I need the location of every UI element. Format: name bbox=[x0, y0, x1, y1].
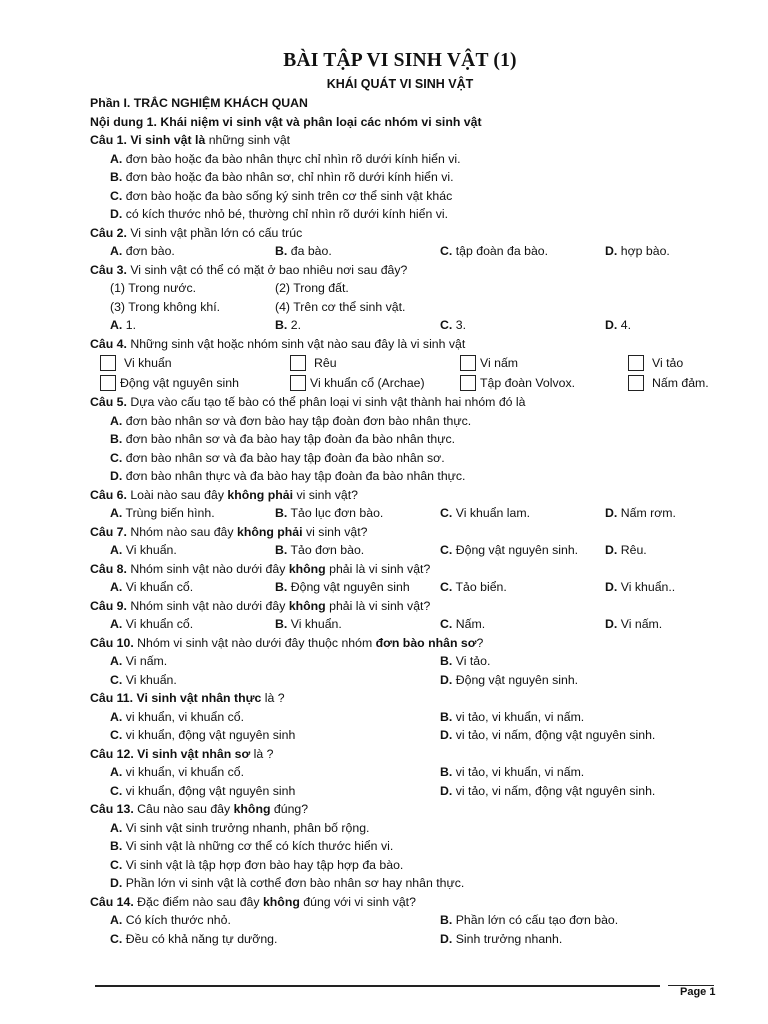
option-letter: A. bbox=[110, 413, 123, 428]
option bbox=[275, 242, 440, 261]
option bbox=[440, 763, 740, 782]
checkbox[interactable] bbox=[628, 375, 644, 391]
question-label: Câu 6. bbox=[90, 487, 127, 502]
option bbox=[90, 856, 730, 875]
option bbox=[110, 316, 275, 335]
question-text: là ? bbox=[264, 691, 285, 705]
page-title: BÀI TẬP VI SINH VẬT (1) bbox=[283, 50, 517, 71]
option-letter: D. bbox=[605, 617, 618, 631]
option-letter: D. bbox=[440, 783, 453, 798]
question-bold: Vi sinh vật là bbox=[130, 133, 206, 147]
checkbox-label: Tập đoàn Volvox. bbox=[480, 376, 576, 390]
option-letter: C. bbox=[440, 580, 453, 594]
question-5 bbox=[90, 393, 730, 412]
options-row bbox=[90, 615, 730, 634]
checkbox[interactable] bbox=[100, 375, 116, 391]
option-text: vi tảo, vi khuẩn, vi nấm. bbox=[455, 765, 585, 779]
option-text: 2. bbox=[290, 318, 301, 332]
option bbox=[440, 541, 605, 560]
checkbox[interactable] bbox=[460, 355, 476, 371]
option-letter: C. bbox=[440, 506, 453, 520]
option bbox=[440, 504, 605, 523]
checkbox-label: Vi nấm bbox=[480, 356, 519, 370]
list-item: (2) Trong đất. bbox=[275, 281, 349, 295]
option-letter: C. bbox=[440, 617, 453, 631]
options-row bbox=[90, 708, 730, 727]
option bbox=[440, 578, 605, 597]
option-letter: C. bbox=[110, 450, 123, 465]
option bbox=[110, 763, 440, 782]
option-text: Tảo đơn bào. bbox=[290, 543, 365, 557]
option bbox=[605, 578, 725, 597]
footer-divider bbox=[95, 985, 660, 987]
checkbox-label: Rêu bbox=[314, 356, 337, 370]
option-text: Vi khuẩn. bbox=[125, 672, 177, 687]
option-text: vi tảo, vi nấm, động vật nguyên sinh. bbox=[455, 728, 656, 742]
option-text: Động vật nguyên sinh. bbox=[455, 672, 579, 687]
question-text: phải là vi sinh vật? bbox=[329, 598, 431, 613]
page-subtitle: KHÁI QUÁT VI SINH VẬT bbox=[326, 77, 474, 91]
question-text: Loài nào sau đây bbox=[130, 487, 224, 502]
option bbox=[275, 316, 440, 335]
option-text: đơn bào nhân thực và đa bào hay tập đoàn đa bào nhân thực. bbox=[125, 469, 466, 483]
option bbox=[440, 930, 740, 949]
question-emphasis: không bbox=[262, 894, 300, 909]
option bbox=[110, 930, 440, 949]
question-emphasis: không phải bbox=[236, 524, 303, 539]
checkbox[interactable] bbox=[290, 375, 306, 391]
question-7 bbox=[90, 523, 730, 542]
items-row bbox=[90, 298, 730, 317]
checkbox-item[interactable] bbox=[628, 373, 709, 393]
option bbox=[275, 504, 440, 523]
checkbox[interactable] bbox=[100, 355, 116, 371]
option-letter: A. bbox=[110, 654, 123, 668]
option-text: Vi nấm. bbox=[620, 617, 663, 631]
option-text: có kích thước nhỏ bé, thường chỉ nhìn rõ dưới kính hiển vi. bbox=[125, 207, 449, 221]
option bbox=[440, 726, 740, 745]
options-row bbox=[90, 541, 730, 560]
question-text: vi sinh vật? bbox=[296, 487, 358, 502]
options-row bbox=[90, 652, 730, 671]
option-text: đơn bào hoặc đa bào nhân thực chỉ nhìn rõ dưới kính hiển vi. bbox=[125, 151, 461, 166]
option bbox=[90, 430, 730, 449]
question-label: Câu 14. bbox=[90, 894, 134, 909]
options-row bbox=[90, 930, 730, 949]
question-text: Những sinh vật hoặc nhóm sinh vật nào sau đây là vi sinh vật bbox=[130, 336, 466, 351]
option-text: đơn bào nhân sơ và đa bào hay tập đoàn đa bào nhân sơ. bbox=[125, 450, 445, 465]
question-9 bbox=[90, 597, 730, 616]
question-text: vi sinh vật? bbox=[306, 524, 368, 539]
checkbox-item[interactable] bbox=[460, 373, 575, 393]
option-letter: D. bbox=[605, 543, 618, 557]
option-letter: C. bbox=[110, 188, 123, 203]
content bbox=[90, 94, 730, 948]
question-text: đúng với vi sinh vật? bbox=[303, 894, 416, 909]
checkbox-label: Nấm đảm. bbox=[652, 376, 709, 390]
option-letter: B. bbox=[440, 709, 453, 724]
question-10 bbox=[90, 634, 730, 653]
options-row bbox=[90, 242, 730, 261]
list-item: (1) Trong nước. bbox=[110, 281, 197, 295]
option bbox=[110, 911, 440, 930]
option bbox=[605, 504, 725, 523]
option-letter: B. bbox=[275, 506, 288, 520]
checkbox-label: Vi tảo bbox=[652, 356, 684, 370]
options-row bbox=[90, 782, 730, 801]
option bbox=[110, 578, 275, 597]
question-8 bbox=[90, 560, 730, 579]
checkbox-row bbox=[90, 353, 730, 373]
question-1 bbox=[90, 131, 730, 150]
question-3 bbox=[90, 261, 730, 280]
option bbox=[90, 187, 730, 206]
option bbox=[440, 615, 605, 634]
option-text: Vi tảo. bbox=[455, 654, 491, 668]
checkbox-label: Vi khuẩn bbox=[124, 356, 172, 370]
part-heading: Phần I. TRẮC NGHIỆM KHÁCH QUAN bbox=[90, 96, 308, 110]
checkbox-row bbox=[90, 373, 730, 393]
checkbox[interactable] bbox=[628, 355, 644, 371]
option-text: Tảo lục đơn bào. bbox=[290, 506, 384, 520]
option-text: Có kích thước nhỏ. bbox=[125, 913, 231, 927]
option-letter: A. bbox=[110, 617, 123, 631]
option-letter: B. bbox=[275, 244, 288, 258]
option bbox=[110, 652, 440, 671]
question-text: Nhóm sinh vật nào dưới đây bbox=[130, 598, 286, 613]
option-text: Rêu. bbox=[620, 543, 647, 557]
question-text: những sinh vật bbox=[208, 133, 291, 147]
question-text: Nhóm nào sau đây bbox=[130, 524, 234, 539]
option-text: vi khuẩn, động vật nguyên sinh bbox=[125, 728, 296, 742]
options-row bbox=[90, 578, 730, 597]
options-row bbox=[90, 911, 730, 930]
option bbox=[110, 671, 440, 690]
option-letter: C. bbox=[440, 318, 453, 332]
option-text: Vi sinh vật là những cơ thể có kích thước hiển vi. bbox=[125, 839, 394, 853]
option-letter: B. bbox=[110, 839, 123, 853]
option bbox=[440, 671, 740, 690]
option-letter: D. bbox=[110, 469, 123, 483]
section-heading: Nội dung 1. Khái niệm vi sinh vật và phân loại các nhóm vi sinh vật bbox=[90, 114, 482, 129]
option-text: Nấm. bbox=[455, 617, 486, 631]
option-text: hợp bào. bbox=[620, 244, 670, 258]
list-item: (3) Trong không khí. bbox=[110, 299, 221, 314]
question-label: Câu 11. bbox=[90, 691, 134, 705]
checkbox-item[interactable] bbox=[100, 373, 239, 393]
option-text: Vi khuẩn lam. bbox=[455, 506, 531, 520]
checkbox-item[interactable] bbox=[290, 373, 425, 393]
options-row bbox=[90, 763, 730, 782]
option-text: Động vật nguyên sinh bbox=[290, 580, 410, 594]
option-letter: C. bbox=[110, 672, 123, 687]
checkbox-label: Vi khuẩn cổ (Archae) bbox=[310, 376, 425, 390]
question-text: Đặc điểm nào sau đây bbox=[137, 894, 260, 909]
option-text: Vi sinh vật là tập hợp đơn bào hay tập hợp đa bào. bbox=[125, 857, 404, 872]
question-11 bbox=[90, 689, 730, 708]
question-label: Câu 13. bbox=[90, 802, 134, 816]
option-letter: B. bbox=[275, 580, 288, 594]
option bbox=[90, 467, 730, 486]
option-letter: B. bbox=[440, 765, 453, 779]
option-text: vi khuẩn, vi khuẩn cổ. bbox=[125, 765, 244, 779]
question-label: Câu 5. bbox=[90, 395, 127, 409]
option-letter: A. bbox=[110, 506, 123, 520]
options-row bbox=[90, 726, 730, 745]
question-label: Câu 3. bbox=[90, 262, 127, 277]
option bbox=[90, 412, 730, 431]
option bbox=[440, 782, 740, 801]
option-letter: A. bbox=[110, 151, 123, 166]
question-13 bbox=[90, 800, 730, 819]
question-label: Câu 12. bbox=[90, 746, 134, 761]
question-emphasis: không bbox=[288, 598, 326, 613]
option bbox=[90, 168, 730, 187]
option-letter: D. bbox=[110, 876, 123, 890]
option-letter: D. bbox=[605, 580, 618, 594]
question-label: Câu 8. bbox=[90, 561, 127, 576]
option-letter: A. bbox=[110, 820, 123, 835]
question-text: đúng? bbox=[273, 802, 309, 816]
option-text: vi khuẩn, động vật nguyên sinh bbox=[125, 783, 296, 798]
checkbox[interactable] bbox=[290, 355, 306, 371]
option-text: Nấm rơm. bbox=[620, 506, 676, 520]
option bbox=[90, 874, 730, 893]
checkbox-item[interactable] bbox=[100, 353, 172, 373]
option-text: Phần lớn vi sinh vật là cơthể đơn bào nhân sơ hay nhân thực. bbox=[125, 876, 465, 890]
option-letter: B. bbox=[110, 170, 123, 184]
question-emphasis: Vi sinh vật nhân sơ bbox=[137, 746, 251, 761]
option bbox=[605, 242, 725, 261]
option-letter: A. bbox=[110, 244, 123, 258]
question-label: Câu 10. bbox=[90, 635, 134, 650]
question-text: Câu nào sau đây bbox=[137, 802, 231, 816]
option-text: vi tảo, vi khuẩn, vi nấm. bbox=[455, 709, 585, 724]
option bbox=[440, 316, 605, 335]
question-text: Dựa vào cấu tạo tế bào có thể phân loại vi sinh vật thành hai nhóm đó là bbox=[130, 395, 526, 409]
question-text: Nhóm vi sinh vật nào dưới đây thuộc nhóm bbox=[137, 635, 373, 650]
option-text: Vi sinh vật sinh trưởng nhanh, phân bố rộng. bbox=[125, 820, 370, 835]
question-emphasis: không bbox=[288, 561, 326, 576]
option-text: Sinh trưởng nhanh. bbox=[455, 931, 563, 946]
option-letter: B. bbox=[440, 654, 453, 668]
option bbox=[110, 504, 275, 523]
option-letter: B. bbox=[440, 913, 453, 927]
option-letter: B. bbox=[275, 318, 288, 332]
option-letter: A. bbox=[110, 709, 123, 724]
option-text: 3. bbox=[455, 318, 466, 332]
option-letter: D. bbox=[110, 207, 123, 221]
option bbox=[110, 726, 440, 745]
question-label: Câu 4. bbox=[90, 336, 127, 351]
option bbox=[440, 652, 740, 671]
option-text: 1. bbox=[125, 318, 136, 332]
question-label: Câu 1. bbox=[90, 133, 127, 147]
question-emphasis: không bbox=[233, 802, 271, 816]
option bbox=[110, 782, 440, 801]
option-text: Vi khuẩn. bbox=[125, 543, 177, 557]
option bbox=[605, 615, 725, 634]
option-letter: D. bbox=[605, 506, 618, 520]
list-item: (4) Trên cơ thể sinh vật. bbox=[275, 299, 406, 314]
option-text: đa bào. bbox=[290, 244, 332, 258]
option-letter: D. bbox=[605, 244, 618, 258]
option-text: 4. bbox=[620, 318, 631, 332]
question-emphasis: không phải bbox=[227, 487, 294, 502]
option-letter: B. bbox=[275, 543, 288, 557]
options-row bbox=[90, 671, 730, 690]
option-text: đơn bào hoặc đa bào sống ký sinh trên cơ thể sinh vật khác bbox=[125, 188, 453, 203]
question-text: Vi sinh vật phần lớn có cấu trúc bbox=[130, 225, 303, 240]
question-label: Câu 2. bbox=[90, 225, 127, 240]
option-letter: A. bbox=[110, 913, 123, 927]
question-text: phải là vi sinh vật? bbox=[329, 561, 431, 576]
checkbox[interactable] bbox=[460, 375, 476, 391]
option-text: vi tảo, vi nấm, động vật nguyên sinh. bbox=[455, 783, 656, 798]
options-row bbox=[90, 316, 730, 335]
question-emphasis: đơn bào nhân sơ bbox=[375, 635, 477, 650]
option-letter: C. bbox=[110, 728, 123, 742]
option-text: đơn bào nhân sơ và đa bào hay tập đoàn đa bào nhân thực. bbox=[125, 432, 456, 446]
option bbox=[440, 242, 605, 261]
question-14 bbox=[90, 893, 730, 912]
option bbox=[90, 819, 730, 838]
option-letter: D. bbox=[605, 318, 618, 332]
options-row bbox=[90, 504, 730, 523]
option-text: đơn bào. bbox=[125, 244, 175, 258]
checkbox-item[interactable] bbox=[290, 353, 337, 373]
question-label: Câu 9. bbox=[90, 598, 127, 613]
option-letter: A. bbox=[110, 318, 123, 332]
option-letter: D. bbox=[440, 728, 453, 742]
option bbox=[110, 708, 440, 727]
option bbox=[110, 541, 275, 560]
checkbox-item[interactable] bbox=[460, 353, 518, 373]
question-2 bbox=[90, 224, 730, 243]
option-text: Vi khuẩn cổ. bbox=[125, 580, 194, 594]
option bbox=[90, 837, 730, 856]
option-letter: A. bbox=[110, 543, 123, 557]
option-letter: A. bbox=[110, 765, 123, 779]
option bbox=[110, 242, 275, 261]
checkbox-label: Động vật nguyên sinh bbox=[120, 376, 239, 390]
checkbox-item[interactable] bbox=[628, 353, 683, 373]
option bbox=[275, 615, 440, 634]
option-text: vi khuẩn, vi khuẩn cổ. bbox=[125, 709, 244, 724]
option-text: đơn bào hoặc đa bào nhân sơ, chỉ nhìn rõ dưới kính hiển vi. bbox=[125, 170, 454, 184]
option-letter: C. bbox=[440, 244, 453, 258]
option bbox=[440, 708, 740, 727]
option-text: Đều có khả năng tự dưỡng. bbox=[125, 931, 278, 946]
question-text: ? bbox=[476, 635, 484, 650]
option bbox=[90, 150, 730, 169]
option-text: Tảo biển. bbox=[455, 580, 507, 594]
option-letter: C. bbox=[440, 543, 453, 557]
option-text: Phần lớn có cấu tạo đơn bào. bbox=[455, 913, 619, 927]
option-text: tập đoàn đa bào. bbox=[455, 244, 549, 258]
items-row bbox=[90, 279, 730, 298]
question-text: là ? bbox=[253, 746, 274, 761]
option-letter: C. bbox=[110, 857, 123, 872]
option-letter: A. bbox=[110, 580, 123, 594]
option-text: Vi nấm. bbox=[125, 654, 168, 668]
option-letter: C. bbox=[110, 783, 123, 798]
option bbox=[275, 578, 440, 597]
option-text: đơn bào nhân sơ và đơn bào hay tập đoàn đơn bào nhân thực. bbox=[125, 413, 472, 428]
question-text: Vi sinh vật có thể có mặt ở bao nhiêu nơi sau đây? bbox=[130, 262, 408, 277]
option-text: Vi khuẩn.. bbox=[620, 580, 676, 594]
option-text: Vi khuẩn. bbox=[290, 617, 342, 631]
option bbox=[90, 449, 730, 468]
question-label: Câu 7. bbox=[90, 524, 127, 539]
option bbox=[605, 316, 725, 335]
option-text: Vi khuẩn cổ. bbox=[125, 617, 194, 631]
option bbox=[90, 205, 730, 224]
option-letter: B. bbox=[275, 617, 288, 631]
question-text: Nhóm sinh vật nào dưới đây bbox=[130, 561, 286, 576]
option-letter: B. bbox=[110, 432, 123, 446]
option bbox=[275, 541, 440, 560]
option-letter: C. bbox=[110, 931, 123, 946]
option bbox=[110, 615, 275, 634]
option-text: Trùng biến hình. bbox=[125, 506, 215, 520]
question-6 bbox=[90, 486, 730, 505]
question-12 bbox=[90, 745, 730, 764]
option-text: Động vật nguyên sinh. bbox=[455, 543, 579, 557]
option bbox=[440, 911, 740, 930]
question-emphasis: Vi sinh vật nhân thực bbox=[136, 691, 262, 705]
page-number: Page 1 bbox=[680, 986, 716, 998]
option-letter: D. bbox=[440, 931, 453, 946]
option-letter: D. bbox=[440, 672, 453, 687]
option bbox=[605, 541, 725, 560]
question-4 bbox=[90, 335, 730, 354]
